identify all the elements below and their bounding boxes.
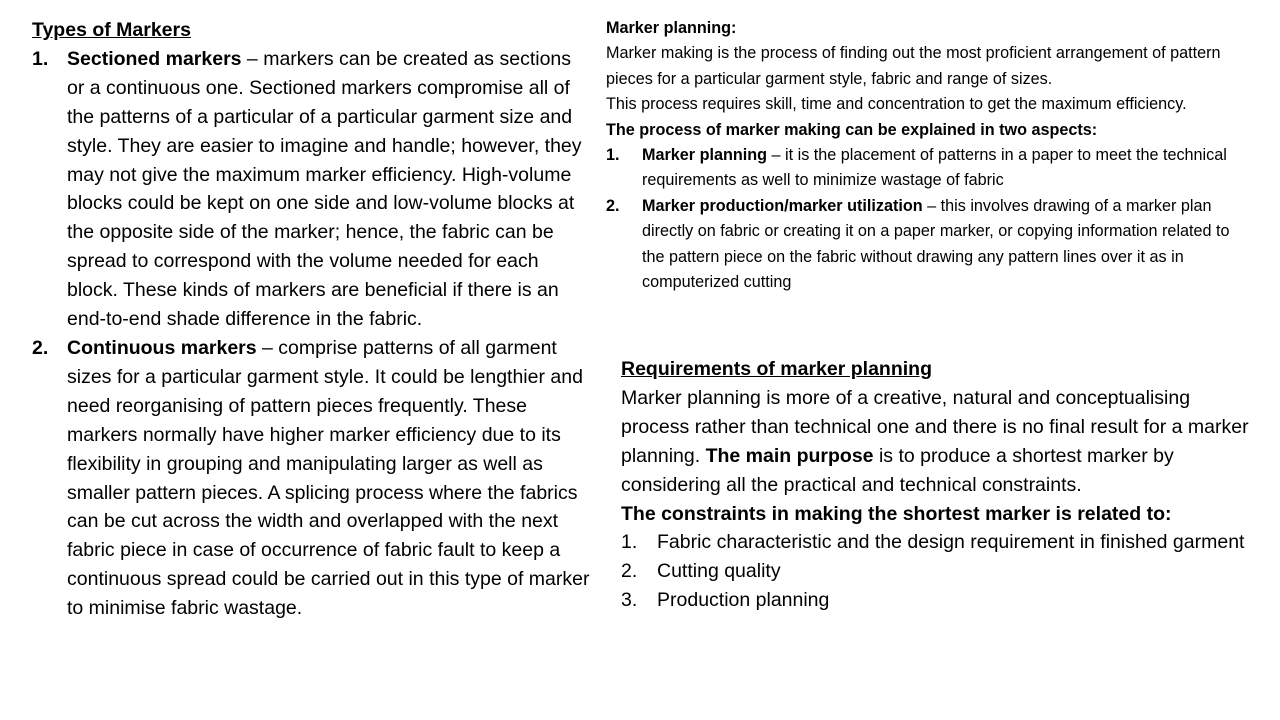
marker-planning-paragraph: Marker making is the process of finding out the most proficient arrangement of pattern pieces for a particular garment style, fabric and range of sizes. (606, 44, 1221, 88)
aspects-list (606, 143, 1254, 295)
constraint-text: Fabric characteristic and the design requirement in finished garment (657, 531, 1245, 554)
list-number: 2. (621, 560, 638, 583)
list-item (621, 528, 1261, 557)
list-item-marker-production (606, 194, 1254, 296)
constraints-intro: The constraints in making the shortest marker is related to: (621, 502, 1172, 525)
term-continuous-markers: Continuous markers (67, 336, 257, 359)
description-marker-planning: – it is the placement of patterns in a paper to meet the technical requirements as well to minimize wastage of fabric (642, 146, 1227, 190)
list-number: 2. (606, 196, 620, 215)
constraint-text: Cutting quality (657, 560, 781, 583)
marker-planning-heading: Marker planning: (606, 19, 737, 37)
marker-planning-section (606, 16, 1254, 295)
requirements-heading: Requirements of marker planning (621, 358, 932, 380)
term-sectioned-markers: Sectioned markers (67, 47, 242, 70)
description-marker-production: – this involves drawing of a marker plan directly on fabric or creating it on a paper marker, or copying information related to the pattern piece on the fabric without drawing any pattern lines over it as in computerized cutting (642, 196, 1230, 292)
constraint-text: Production planning (657, 589, 830, 612)
marker-planning-efficiency-paragraph: This process requires skill, time and concentration to get the maximum efficiency. (606, 95, 1187, 114)
types-of-markers-heading: Types of Markers (32, 19, 191, 41)
term-marker-planning: Marker planning (642, 146, 768, 165)
types-of-markers-section (32, 16, 590, 623)
list-item (621, 557, 1261, 586)
description-continuous-markers: – comprise patterns of all garment sizes for a particular garment style. It could be lengthier and need reorganising of pattern pieces frequently. These markers normally have higher marker efficiency due to its flexibility in grouping and manipulating larger as well as smaller pattern pieces. A splicing process where the fabrics can be cut across the width and overlapped with the next fabric piece in case of occurrence of fabric fault to keep a continuous spread could be carried out in this type of marker to minimise fabric wastage. (67, 336, 590, 620)
requirements-body-end: is to produce a shortest marker by considering all the practical and technical constraints. (621, 444, 1174, 496)
list-item-sectioned-markers (32, 45, 590, 334)
aspects-intro: The process of marker making can be explained in two aspects: (606, 120, 1098, 139)
list-item (621, 586, 1261, 615)
list-item-marker-planning (606, 143, 1254, 194)
description-sectioned-markers: – markers can be created as sections or a continuous one. Sectioned markers compromise all of the patterns of a particular of a particular garment size and style. They are easier to imagine and handle; however, they may not give the maximum marker efficiency. High-volume blocks could be kept on one side and low-volume blocks at the opposite side of the marker; hence, the fabric can be spread to correspond with the volume needed for each block. These kinds of markers are beneficial if there is an end-to-end shade difference in the fabric. (67, 47, 582, 331)
list-number: 1. (606, 146, 620, 165)
term-marker-production: Marker production/marker utilization (642, 196, 923, 215)
requirements-section (621, 355, 1261, 615)
list-item-continuous-markers (32, 334, 590, 623)
list-number: 3. (621, 589, 638, 612)
requirements-body (621, 384, 1261, 500)
list-number: 1. (32, 47, 49, 70)
types-of-markers-list (32, 45, 590, 623)
constraints-list (621, 528, 1261, 615)
list-number: 2. (32, 336, 49, 359)
main-purpose-label: The main purpose (705, 444, 874, 467)
requirements-body-start: Marker planning is more of a creative, natural and conceptualising process rather than technical one and there is no final result for a marker planning. (621, 386, 1249, 467)
list-number: 1. (621, 531, 638, 554)
